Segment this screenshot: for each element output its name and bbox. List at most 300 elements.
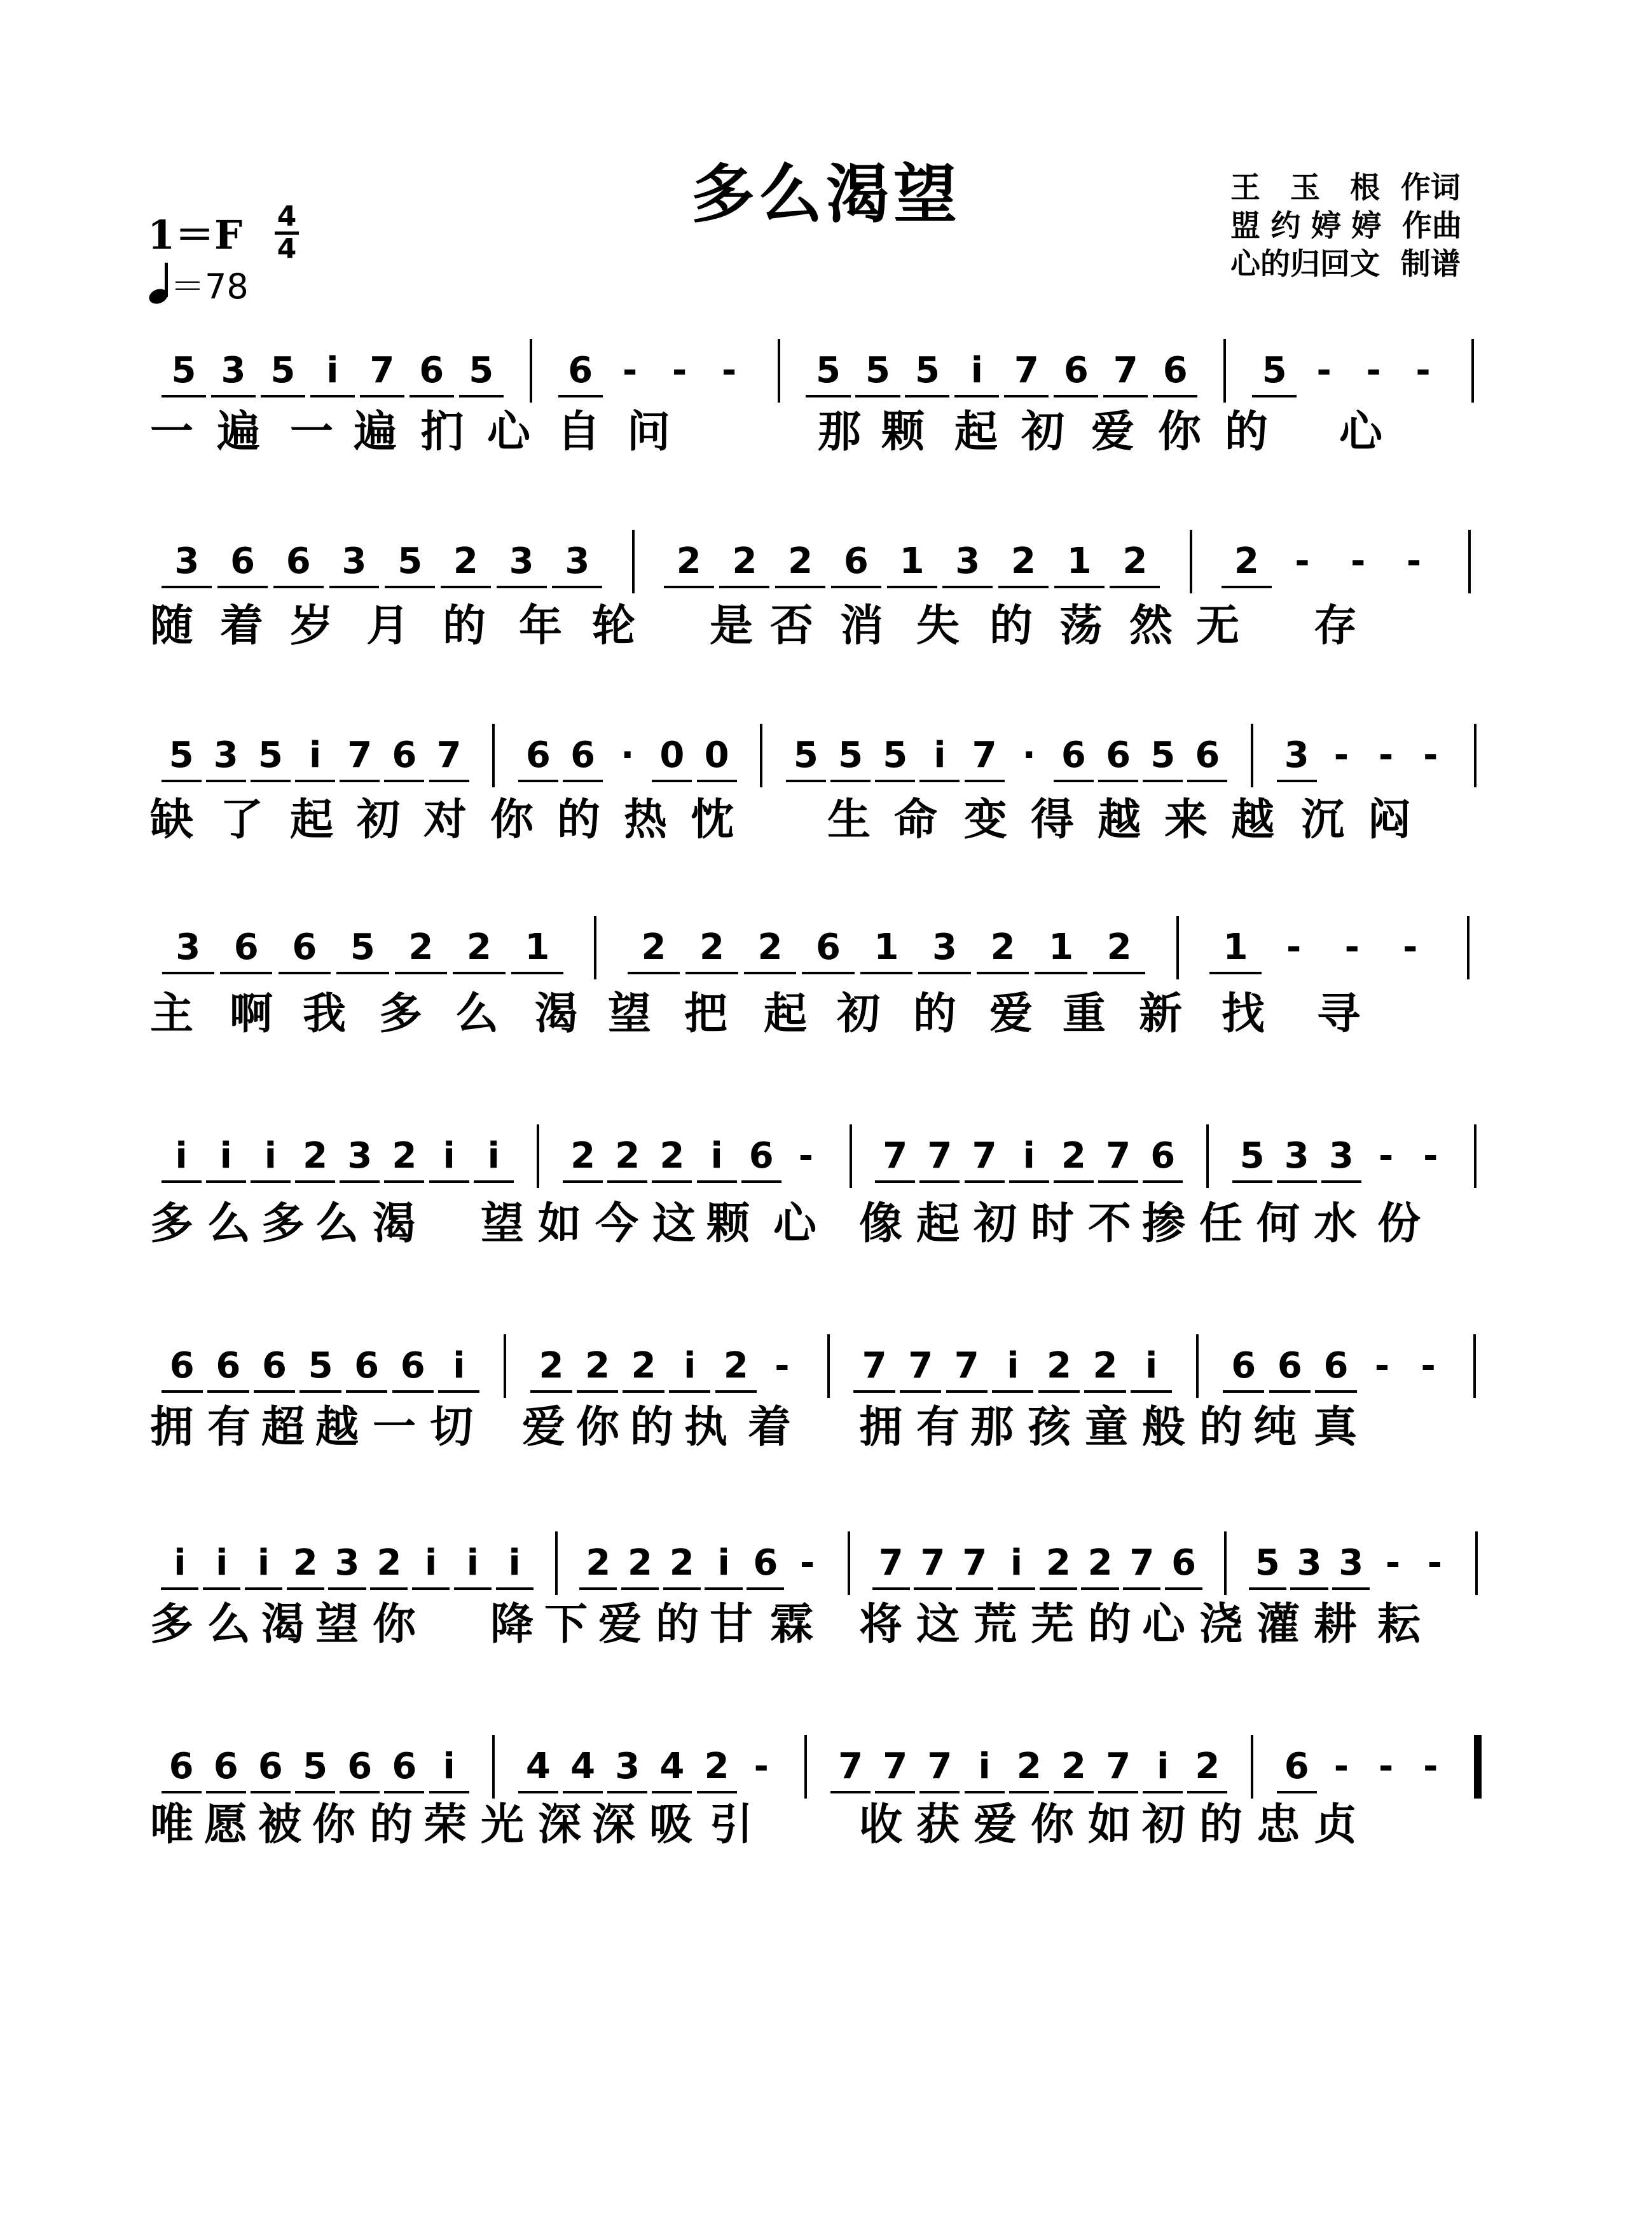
note-6: 6	[816, 927, 841, 968]
beam-underline	[1123, 1587, 1160, 1590]
note-0: 0	[659, 735, 685, 776]
beam-underline	[162, 586, 212, 588]
beam-underline	[206, 780, 246, 782]
beam-underline	[459, 395, 504, 397]
lyric-char: 切	[429, 1402, 473, 1453]
note-5: 5	[397, 541, 423, 582]
note-2: 2	[392, 1135, 417, 1177]
note-i: i	[264, 1135, 277, 1177]
note-7: 7	[962, 1542, 988, 1584]
beam-underline	[872, 1587, 910, 1590]
beam-underline	[474, 1180, 514, 1183]
note-2: 2	[1016, 1746, 1042, 1787]
lyric-char: 获	[916, 1800, 960, 1850]
key-signature: 1＝F	[148, 212, 243, 258]
lyric-char: 这	[916, 1599, 960, 1650]
lyric-char: 么	[207, 1599, 251, 1650]
note-1: 1	[1223, 927, 1248, 968]
beam-underline	[1232, 1180, 1272, 1183]
barline	[1251, 724, 1253, 787]
lyric-char: 不	[1087, 1199, 1131, 1249]
barline	[1251, 1735, 1253, 1799]
beam-underline	[1054, 780, 1094, 782]
lyric-char: 的	[912, 989, 956, 1039]
note-5: 5	[883, 735, 908, 776]
note-2: 2	[676, 541, 701, 582]
note-i: i	[257, 1542, 270, 1584]
beam-underline	[328, 1587, 366, 1590]
beam-underline	[652, 1791, 692, 1793]
beam-underline	[162, 972, 214, 974]
lyric-char: 你	[372, 1599, 416, 1650]
beam-underline	[360, 395, 404, 397]
lyric-char: 你	[1030, 1800, 1074, 1850]
lyric-char: 的	[989, 601, 1033, 651]
lyric-char: 多	[149, 1599, 193, 1650]
note-6: 6	[1150, 1135, 1176, 1177]
lyric-char: 失	[916, 601, 960, 651]
lyric-char: 有	[916, 1402, 960, 1453]
note-i: i	[175, 1135, 188, 1177]
beam-underline	[669, 1390, 710, 1393]
note-i: i	[1157, 1746, 1169, 1787]
time-signature-top: 4	[277, 200, 297, 233]
beam-underline	[705, 1587, 742, 1590]
beam-underline	[830, 1791, 871, 1793]
note-dash: -	[1378, 735, 1394, 776]
barline	[492, 724, 495, 787]
beam-underline	[831, 586, 881, 588]
note-2: 2	[699, 927, 724, 968]
beam-underline	[518, 780, 558, 782]
beam-underline	[1009, 1180, 1049, 1183]
lyric-char: 把	[684, 989, 727, 1039]
note-dash: -	[1374, 1345, 1390, 1386]
beam-underline	[946, 1390, 988, 1393]
note-5: 5	[258, 735, 283, 776]
lyric-char: 沉	[1300, 795, 1344, 845]
barline	[1468, 530, 1471, 593]
beam-underline	[607, 1180, 647, 1183]
note-i: i	[326, 350, 339, 391]
beam-underline	[919, 780, 960, 782]
lyric-char: 心	[486, 407, 530, 457]
lyric-char: 降	[490, 1599, 533, 1650]
note-i: i	[1022, 1135, 1035, 1177]
beam-underline	[628, 972, 680, 974]
note-2: 2	[453, 541, 478, 582]
note-dash: -	[1378, 1746, 1394, 1787]
note-6: 6	[258, 1746, 283, 1787]
note-6: 6	[419, 350, 444, 391]
lyric-char: 遍	[353, 407, 397, 457]
beam-underline	[162, 1791, 202, 1793]
note-6: 6	[525, 735, 551, 776]
note-dash: -	[1351, 541, 1366, 582]
note-7: 7	[908, 1345, 933, 1386]
barline	[1474, 1124, 1476, 1188]
lyric-char: 耘	[1377, 1599, 1421, 1650]
lyric-char: 耕	[1313, 1599, 1357, 1650]
lyric-char: 执	[684, 1402, 727, 1453]
beam-underline	[1315, 1390, 1356, 1393]
note-dash: -	[1366, 350, 1381, 391]
lyric-char: 唯	[149, 1800, 193, 1850]
lyric-char: 收	[858, 1800, 902, 1850]
lyric-char: 深	[591, 1800, 635, 1850]
beam-underline	[1252, 395, 1297, 397]
beam-underline	[715, 1390, 757, 1393]
beam-underline	[251, 1180, 291, 1183]
beam-underline	[860, 972, 912, 974]
note-dash: -	[1415, 350, 1431, 391]
beam-underline	[287, 1587, 324, 1590]
note-4: 4	[525, 1746, 551, 1787]
note-5: 5	[838, 735, 864, 776]
note-i: i	[1007, 1345, 1019, 1386]
note-dash: -	[1344, 927, 1359, 968]
beam-underline	[558, 395, 603, 397]
barline	[1176, 916, 1179, 979]
tempo-value: ＝78	[170, 266, 249, 307]
lyric-char: 何	[1256, 1199, 1300, 1249]
lyric-char: 起	[763, 989, 807, 1039]
beam-underline	[336, 972, 389, 974]
beam-underline	[942, 586, 993, 588]
beam-underline	[1004, 395, 1049, 397]
lyric-char: 起	[954, 407, 998, 457]
beam-underline	[905, 395, 949, 397]
note-5: 5	[1262, 350, 1287, 391]
note-dash: -	[1333, 735, 1349, 776]
lyric-char: 着	[219, 601, 263, 651]
beam-underline	[664, 586, 714, 588]
beam-underline	[273, 586, 324, 588]
beam-underline	[1223, 1390, 1264, 1393]
note-dash: -	[671, 350, 687, 391]
note-6: 6	[347, 1746, 373, 1787]
note-6: 6	[1323, 1345, 1349, 1386]
note-2: 2	[641, 927, 666, 968]
lyric-char: 一	[149, 407, 193, 457]
lyric-char: 愿	[203, 1800, 247, 1850]
beam-underline	[251, 780, 291, 782]
beam-underline	[741, 1180, 781, 1183]
lyric-char: 浇	[1199, 1599, 1242, 1650]
lyric-char: 霖	[769, 1599, 813, 1650]
note-2: 2	[704, 1746, 729, 1787]
final-barline	[1474, 1735, 1482, 1799]
beam-underline	[853, 1390, 895, 1393]
lyric-char: 颗	[706, 1199, 750, 1249]
lyric-char: 如	[1087, 1800, 1131, 1850]
beam-underline	[295, 780, 335, 782]
note-2: 2	[723, 1345, 748, 1386]
lyric-char: 今	[595, 1199, 638, 1249]
lyric-char: 初	[1141, 1800, 1185, 1850]
note-dash: -	[1421, 1345, 1436, 1386]
beam-underline	[1187, 780, 1227, 782]
lyric-char: 多	[378, 989, 422, 1039]
note-i: i	[684, 1345, 696, 1386]
lyric-char: 一	[289, 407, 333, 457]
lyric-char: 越	[315, 1402, 359, 1453]
note-2: 2	[585, 1345, 610, 1386]
barline	[1474, 724, 1476, 787]
beam-underline	[1277, 780, 1317, 782]
note-1: 1	[1066, 541, 1092, 582]
note-i: i	[710, 1135, 723, 1177]
lyric-char: 望	[480, 1199, 524, 1249]
lyric-char: 爱	[598, 1599, 642, 1650]
lyric-char: 灌	[1256, 1599, 1300, 1650]
beam-underline	[954, 395, 999, 397]
lyric-char: 随	[149, 601, 193, 651]
beam-underline	[412, 1587, 450, 1590]
note-i: i	[487, 1135, 500, 1177]
beam-underline	[919, 1791, 960, 1793]
beam-underline	[579, 1587, 617, 1590]
beam-underline	[530, 1390, 572, 1393]
lyric-char: 的	[442, 601, 486, 651]
beam-underline	[511, 972, 563, 974]
lyric-char: 心	[773, 1199, 816, 1249]
lyric-char: 变	[963, 795, 1007, 845]
note-i: i	[933, 735, 946, 776]
note-1: 1	[1049, 927, 1074, 968]
time-signature-bottom: 4	[277, 233, 297, 265]
note-2: 2	[586, 1542, 611, 1584]
beam-underline	[992, 1390, 1033, 1393]
lyric-char: 你	[490, 795, 533, 845]
note-2: 2	[1087, 1542, 1113, 1584]
note-7: 7	[878, 1542, 904, 1584]
beam-underline	[329, 586, 380, 588]
beam-underline	[697, 1180, 737, 1183]
beam-underline	[1038, 1390, 1080, 1393]
note-7: 7	[1113, 350, 1138, 391]
beam-underline	[518, 1791, 558, 1793]
note-2: 2	[1122, 541, 1148, 582]
note-7: 7	[972, 1135, 997, 1177]
note-6: 6	[213, 1746, 238, 1787]
note-dash: -	[1423, 1746, 1438, 1787]
tempo-marking	[145, 259, 249, 308]
barline	[850, 1124, 852, 1188]
beam-underline	[1040, 1587, 1077, 1590]
beam-underline	[697, 1791, 737, 1793]
note-2: 2	[1195, 1746, 1220, 1787]
barline	[1223, 339, 1226, 403]
beam-underline	[775, 586, 825, 588]
note-2: 2	[1045, 1542, 1071, 1584]
note-6: 6	[570, 735, 596, 776]
beam-underline	[563, 1791, 603, 1793]
beam-underline	[900, 1390, 941, 1393]
beam-underline	[652, 1180, 692, 1183]
barline	[504, 1334, 506, 1398]
beam-underline	[206, 1791, 246, 1793]
barline	[1190, 530, 1192, 593]
note-dash: -	[623, 350, 638, 391]
beam-underline	[1143, 1180, 1183, 1183]
beam-underline	[217, 586, 268, 588]
note-6: 6	[354, 1345, 380, 1386]
lyric-char: 童	[1084, 1402, 1128, 1453]
beam-underline	[1054, 1180, 1094, 1183]
note-2: 2	[466, 927, 492, 968]
beam-underline	[1222, 586, 1272, 588]
beam-underline	[1054, 586, 1105, 588]
beam-underline	[875, 1791, 915, 1793]
lyric-char: 然	[1129, 601, 1173, 651]
note-3: 3	[1284, 1135, 1309, 1177]
note-dot: ·	[621, 735, 635, 776]
quarter-note-icon	[145, 263, 170, 307]
lyric-char: 的	[369, 1800, 413, 1850]
beam-underline	[563, 1180, 603, 1183]
beam-underline	[914, 1587, 951, 1590]
song-title: 多么渴望	[691, 157, 961, 231]
barline	[1224, 1531, 1227, 1595]
lyric-char: 岁	[289, 601, 333, 651]
note-dash: -	[1385, 1542, 1401, 1584]
lyric-char: 渴	[261, 1599, 305, 1650]
beam-underline	[697, 780, 737, 782]
note-6: 6	[843, 541, 869, 582]
beam-underline	[965, 1791, 1005, 1793]
beam-underline	[254, 1390, 295, 1393]
note-dash: -	[1427, 1542, 1442, 1584]
lyric-char: 被	[258, 1800, 301, 1850]
barline	[827, 1334, 830, 1398]
beam-underline	[1249, 1587, 1286, 1590]
lyric-char: 消	[839, 601, 883, 651]
beam-underline	[621, 1587, 659, 1590]
lyric-char: 贞	[1313, 1800, 1357, 1850]
beam-underline	[299, 1390, 341, 1393]
beam-underline	[310, 395, 355, 397]
beam-underline	[918, 972, 970, 974]
beam-underline	[623, 1390, 664, 1393]
note-7: 7	[927, 1135, 953, 1177]
beam-underline	[207, 1390, 249, 1393]
note-6: 6	[230, 541, 256, 582]
lyric-char: 的	[1199, 1800, 1242, 1850]
lyric-char: 水	[1313, 1199, 1357, 1249]
note-5: 5	[1255, 1542, 1280, 1584]
beam-underline	[1143, 1791, 1183, 1793]
note-1: 1	[874, 927, 899, 968]
lyric-char: 般	[1141, 1402, 1185, 1453]
beam-underline	[161, 1587, 198, 1590]
lyric-char: 荒	[973, 1599, 1017, 1650]
note-6: 6	[1061, 735, 1086, 776]
note-3: 3	[615, 1746, 640, 1787]
beam-underline	[279, 972, 331, 974]
lyricist-credit: 王 玉 根 作词	[1230, 170, 1461, 205]
beam-underline	[429, 1180, 469, 1183]
note-4: 4	[659, 1746, 685, 1787]
note-7: 7	[883, 1746, 908, 1787]
note-2: 2	[732, 541, 757, 582]
note-dash: -	[1403, 927, 1418, 968]
lyric-char: 存	[1313, 601, 1357, 651]
note-3: 3	[932, 927, 958, 968]
lyric-char: 的	[1224, 407, 1268, 457]
lyric-char: 一	[372, 1402, 416, 1453]
lyric-char: 将	[858, 1599, 902, 1650]
beam-underline	[261, 395, 305, 397]
lyric-char: 爱	[989, 989, 1033, 1039]
beam-underline	[1035, 972, 1087, 974]
beam-underline	[1084, 1390, 1125, 1393]
lyric-char: 么	[315, 1199, 359, 1249]
lyric-char: 是	[709, 601, 753, 651]
note-3: 3	[347, 1135, 373, 1177]
note-dash: -	[1378, 1135, 1394, 1177]
note-dash: -	[1295, 541, 1310, 582]
beam-underline	[744, 972, 796, 974]
note-dash: -	[1423, 735, 1438, 776]
note-3: 3	[955, 541, 981, 582]
lyric-char: 年	[518, 601, 562, 651]
note-2: 2	[788, 541, 813, 582]
barline	[1206, 1124, 1209, 1188]
beam-underline	[830, 780, 871, 782]
note-2: 2	[539, 1345, 564, 1386]
note-6: 6	[400, 1345, 425, 1386]
note-6: 6	[1063, 350, 1089, 391]
beam-underline	[1009, 1791, 1049, 1793]
lyric-char: 初	[973, 1199, 1017, 1249]
note-2: 2	[615, 1135, 640, 1177]
lyric-char: 超	[261, 1402, 305, 1453]
lyric-char: 重	[1062, 989, 1106, 1039]
barline	[1467, 916, 1470, 979]
lyric-char: 遍	[216, 407, 260, 457]
note-2: 2	[293, 1542, 318, 1584]
note-3: 3	[1328, 1135, 1354, 1177]
barline	[632, 530, 635, 593]
lyric-char: 荣	[423, 1800, 467, 1850]
beam-underline	[806, 395, 850, 397]
lyric-char: 光	[480, 1800, 524, 1850]
note-2: 2	[1061, 1135, 1086, 1177]
note-5: 5	[308, 1345, 333, 1386]
beam-underline	[855, 395, 900, 397]
lyric-char: 自	[556, 407, 600, 457]
lyric-char: 无	[1195, 601, 1239, 651]
beam-underline	[220, 972, 272, 974]
lyric-char: 的	[556, 795, 600, 845]
note-7: 7	[862, 1345, 887, 1386]
beam-underline	[998, 1587, 1035, 1590]
lyric-char: 孩	[1027, 1402, 1071, 1453]
lyric-char: 望	[607, 989, 651, 1039]
lyric-char: 深	[537, 1800, 581, 1850]
note-5: 5	[350, 927, 375, 968]
note-2: 2	[659, 1135, 685, 1177]
time-signature	[272, 202, 301, 264]
note-6: 6	[169, 1746, 194, 1787]
lyric-char: 你	[1157, 407, 1201, 457]
barline	[492, 1735, 495, 1799]
beam-underline	[577, 1390, 618, 1393]
beam-underline	[563, 780, 603, 782]
beam-underline	[438, 1390, 479, 1393]
note-6: 6	[233, 927, 259, 968]
